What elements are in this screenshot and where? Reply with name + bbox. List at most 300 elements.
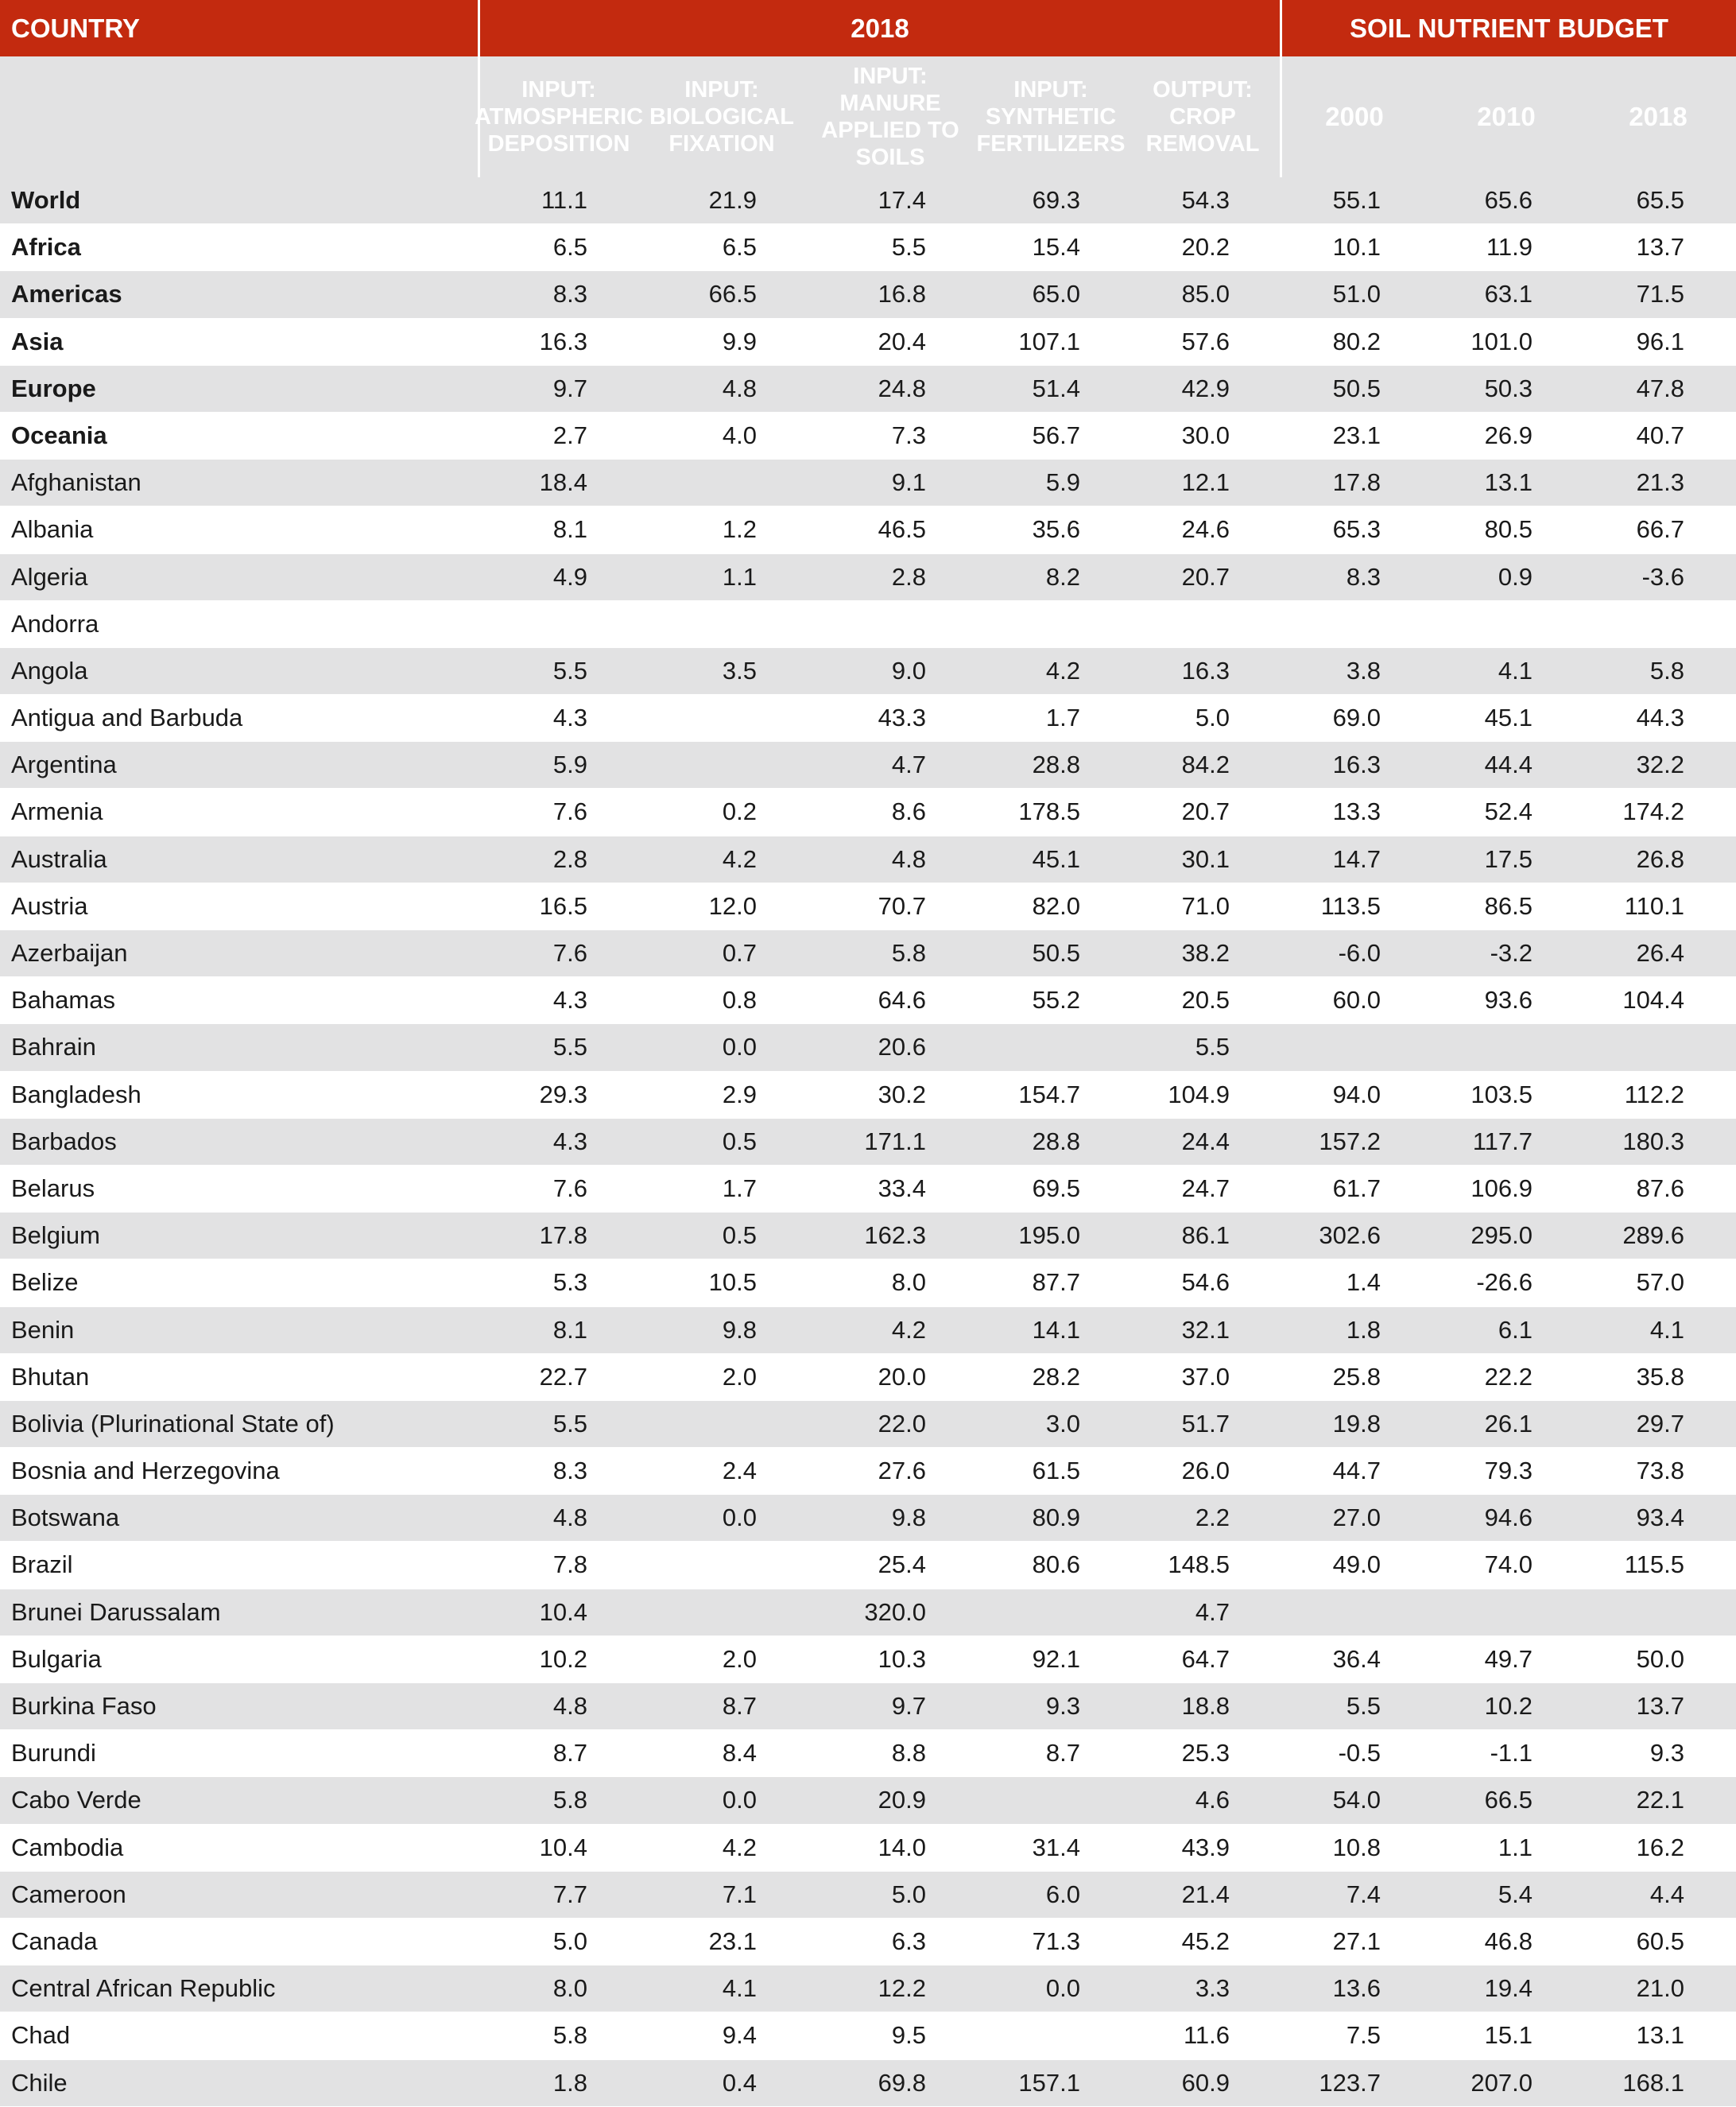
- value-cell: 80.9: [1032, 1504, 1080, 1532]
- country-name: Albania: [11, 515, 94, 544]
- value-cell: 289.6: [1622, 1221, 1684, 1250]
- value-cell: 103.5: [1471, 1080, 1533, 1108]
- value-cell: [815, 601, 926, 647]
- value-cell: [645, 1542, 757, 1588]
- value-cell: 104.9: [1168, 1080, 1230, 1108]
- value-cell: 207.0: [1471, 2068, 1533, 2097]
- year-group-header: 2018: [851, 14, 909, 43]
- value-cell: 7.6: [552, 797, 587, 826]
- value-cell: 4.8: [552, 1692, 587, 1720]
- country-name: Brazil: [11, 1550, 73, 1579]
- value-cell: 9.7: [891, 1692, 926, 1720]
- table-row: [0, 506, 1736, 553]
- value-cell: 6.5: [552, 233, 587, 262]
- table-row: [0, 1259, 1736, 1306]
- column-header: [474, 56, 644, 177]
- value-cell: 30.0: [1181, 421, 1230, 449]
- country-name: Austria: [11, 891, 88, 920]
- value-cell: 4.7: [1195, 1597, 1230, 1626]
- value-cell: 5.5: [1195, 1033, 1230, 1061]
- value-cell: 8.0: [552, 1974, 587, 2003]
- value-cell: 4.1: [722, 1974, 757, 2003]
- value-cell: 3.0: [1045, 1409, 1080, 1438]
- value-cell: 27.0: [1332, 1504, 1381, 1532]
- value-cell: 4.8: [552, 1504, 587, 1532]
- country-name: Africa: [11, 233, 81, 262]
- value-cell: 2.8: [552, 844, 587, 873]
- value-cell: 56.7: [1032, 421, 1080, 449]
- value-cell: 2.9: [722, 1080, 757, 1108]
- country-name: Bahrain: [11, 1033, 96, 1061]
- value-cell: 2.7: [552, 421, 587, 449]
- value-cell: 35.8: [1636, 1362, 1684, 1391]
- value-cell: 16.2: [1636, 1833, 1684, 1861]
- value-cell: 51.0: [1332, 280, 1381, 308]
- value-cell: 8.7: [722, 1692, 757, 1720]
- value-cell: 8.1: [552, 1315, 587, 1344]
- value-cell: 9.8: [891, 1504, 926, 1532]
- table-row: [0, 1024, 1736, 1071]
- table-row: [0, 366, 1736, 413]
- value-cell: 18.8: [1181, 1692, 1230, 1720]
- value-cell: 24.6: [1181, 515, 1230, 544]
- country-name: World: [11, 186, 81, 214]
- country-name: Chile: [11, 2068, 68, 2097]
- country-name: Benin: [11, 1315, 75, 1344]
- value-cell: 123.7: [1319, 2068, 1381, 2097]
- value-cell: 5.0: [552, 1927, 587, 1955]
- value-cell: 5.5: [1346, 1692, 1381, 1720]
- value-cell: 43.3: [878, 704, 926, 732]
- value-cell: 5.5: [891, 233, 926, 262]
- value-cell: 40.7: [1636, 421, 1684, 449]
- table-row: [0, 1495, 1736, 1542]
- value-cell: 9.9: [722, 327, 757, 355]
- value-cell: 25.3: [1181, 1739, 1230, 1767]
- value-cell: [1421, 1024, 1533, 1070]
- value-cell: 37.0: [1181, 1362, 1230, 1391]
- country-name: Bolivia (Plurinational State of): [11, 1409, 335, 1438]
- value-cell: [1573, 601, 1684, 647]
- value-cell: 8.3: [1346, 562, 1381, 591]
- value-cell: 1.2: [722, 515, 757, 544]
- country-name: Canada: [11, 1927, 98, 1955]
- value-cell: 8.3: [552, 1457, 587, 1485]
- value-cell: 8.1: [552, 515, 587, 544]
- value-cell: 21.3: [1636, 468, 1684, 497]
- value-cell: 20.4: [878, 327, 926, 355]
- value-cell: 0.9: [1498, 562, 1533, 591]
- value-cell: 60.9: [1181, 2068, 1230, 2097]
- country-name: Argentina: [11, 751, 117, 779]
- value-cell: 4.9: [552, 562, 587, 591]
- value-cell: 9.3: [1649, 1739, 1684, 1767]
- value-cell: 71.5: [1636, 280, 1684, 308]
- value-cell: 4.3: [552, 704, 587, 732]
- value-cell: 33.4: [878, 1174, 926, 1202]
- value-cell: 50.0: [1636, 1644, 1684, 1673]
- value-cell: 5.5: [552, 1033, 587, 1061]
- value-cell: 110.1: [1624, 891, 1684, 920]
- value-cell: 162.3: [864, 1221, 926, 1250]
- value-cell: 7.3: [891, 421, 926, 449]
- value-cell: 11.1: [541, 186, 587, 214]
- value-cell: 24.7: [1181, 1174, 1230, 1202]
- table-row: [0, 695, 1736, 742]
- value-cell: 17.5: [1484, 844, 1533, 873]
- value-cell: 10.3: [878, 1644, 926, 1673]
- value-cell: 171.1: [864, 1127, 926, 1155]
- value-cell: 1.8: [552, 2068, 587, 2097]
- value-cell: 12.1: [1181, 468, 1230, 497]
- value-cell: 10.8: [1332, 1833, 1381, 1861]
- value-cell: 57.6: [1181, 327, 1230, 355]
- value-cell: 49.7: [1484, 1644, 1533, 1673]
- column-header-line: OUTPUT:: [1153, 77, 1253, 103]
- country-name: Angola: [11, 656, 88, 685]
- value-cell: 17.8: [539, 1221, 587, 1250]
- country-name: Barbados: [11, 1127, 117, 1155]
- value-cell: 20.0: [878, 1362, 926, 1391]
- value-cell: 16.3: [539, 327, 587, 355]
- value-cell: 0.5: [722, 1221, 757, 1250]
- value-cell: -0.5: [1338, 1739, 1381, 1767]
- table-row: [0, 648, 1736, 695]
- value-cell: 69.8: [878, 2068, 926, 2097]
- value-cell: 50.5: [1032, 939, 1080, 967]
- value-cell: 35.6: [1032, 515, 1080, 544]
- value-cell: 54.0: [1332, 1786, 1381, 1814]
- column-header-line: INPUT:: [684, 77, 759, 103]
- value-cell: 4.1: [1498, 656, 1533, 685]
- value-cell: 14.0: [878, 1833, 926, 1861]
- table-row: [0, 1919, 1736, 1965]
- table-row: [0, 413, 1736, 460]
- column-header: [1120, 56, 1285, 177]
- value-cell: 2.0: [722, 1644, 757, 1673]
- table-row: [0, 1965, 1736, 2012]
- column-header: [808, 56, 973, 177]
- value-cell: 7.4: [1346, 1880, 1381, 1908]
- value-cell: 157.1: [1018, 2068, 1080, 2097]
- value-cell: 71.3: [1032, 1927, 1080, 1955]
- value-cell: 5.0: [891, 1880, 926, 1908]
- value-cell: 4.3: [552, 986, 587, 1015]
- table-row: [0, 1307, 1736, 1354]
- value-cell: 2.2: [1195, 1504, 1230, 1532]
- value-cell: 64.7: [1181, 1644, 1230, 1673]
- value-cell: [645, 742, 757, 788]
- value-cell: 16.8: [878, 280, 926, 308]
- value-cell: 5.9: [552, 751, 587, 779]
- value-cell: 9.0: [891, 656, 926, 685]
- value-cell: 44.7: [1332, 1457, 1381, 1485]
- value-cell: 9.8: [722, 1315, 757, 1344]
- table-row: [0, 1213, 1736, 1259]
- value-cell: 4.6: [1195, 1786, 1230, 1814]
- value-cell: 19.8: [1332, 1409, 1381, 1438]
- value-cell: 65.0: [1032, 280, 1080, 308]
- value-cell: 0.7: [722, 939, 757, 967]
- value-cell: 60.5: [1636, 1927, 1684, 1955]
- value-cell: [1118, 601, 1230, 647]
- country-name: Algeria: [11, 562, 88, 591]
- value-cell: 5.3: [552, 1268, 587, 1297]
- value-cell: 5.8: [552, 2021, 587, 2050]
- value-cell: 14.1: [1032, 1315, 1080, 1344]
- value-cell: 5.5: [552, 1409, 587, 1438]
- value-cell: 106.9: [1471, 1174, 1533, 1202]
- value-cell: 84.2: [1181, 751, 1230, 779]
- value-cell: 8.8: [891, 1739, 926, 1767]
- value-cell: 26.8: [1636, 844, 1684, 873]
- value-cell: 112.2: [1624, 1080, 1684, 1108]
- value-cell: 0.8: [722, 986, 757, 1015]
- value-cell: 44.3: [1636, 704, 1684, 732]
- value-cell: 1.4: [1346, 1268, 1381, 1297]
- table-row: [0, 1636, 1736, 1683]
- value-cell: 0.0: [722, 1504, 757, 1532]
- value-cell: 107.1: [1018, 327, 1080, 355]
- value-cell: 66.5: [1484, 1786, 1533, 1814]
- country-name: Central African Republic: [11, 1974, 276, 2003]
- value-cell: 157.2: [1319, 1127, 1381, 1155]
- table-row: [0, 601, 1736, 648]
- value-cell: [969, 1589, 1080, 1636]
- value-cell: 92.1: [1032, 1644, 1080, 1673]
- value-cell: 9.7: [552, 374, 587, 402]
- value-cell: [645, 1589, 757, 1636]
- value-cell: 12.2: [878, 1974, 926, 2003]
- value-cell: 82.0: [1032, 891, 1080, 920]
- value-cell: 55.2: [1032, 986, 1080, 1015]
- value-cell: 63.1: [1484, 280, 1533, 308]
- value-cell: 178.5: [1018, 797, 1080, 826]
- country-name: Burkina Faso: [11, 1692, 157, 1720]
- value-cell: 86.5: [1484, 891, 1533, 920]
- table-row: [0, 554, 1736, 601]
- value-cell: 4.0: [722, 421, 757, 449]
- table-row: [0, 1777, 1736, 1824]
- value-cell: 13.7: [1636, 1692, 1684, 1720]
- value-cell: 16.3: [1181, 656, 1230, 685]
- table-row: [0, 1119, 1736, 1166]
- value-cell: [969, 1777, 1080, 1823]
- value-cell: 154.7: [1018, 1080, 1080, 1108]
- value-cell: 32.1: [1181, 1315, 1230, 1344]
- value-cell: 45.1: [1032, 844, 1080, 873]
- value-cell: 21.4: [1181, 1880, 1230, 1908]
- value-cell: 55.1: [1332, 186, 1381, 214]
- value-cell: 28.2: [1032, 1362, 1080, 1391]
- country-name: Belgium: [11, 1221, 100, 1250]
- value-cell: 6.0: [1045, 1880, 1080, 1908]
- value-cell: 180.3: [1622, 1127, 1684, 1155]
- value-cell: 14.7: [1332, 844, 1381, 873]
- value-cell: -3.2: [1490, 939, 1533, 967]
- value-cell: 10.4: [539, 1833, 587, 1861]
- value-cell: 20.7: [1181, 562, 1230, 591]
- country-name: Americas: [11, 280, 122, 308]
- column-header-line: SYNTHETIC: [985, 104, 1117, 130]
- value-cell: 65.5: [1636, 186, 1684, 214]
- value-cell: 4.3: [552, 1127, 587, 1155]
- value-cell: [969, 1024, 1080, 1070]
- value-cell: 5.8: [552, 1786, 587, 1814]
- value-cell: 13.3: [1332, 797, 1381, 826]
- value-cell: 2.0: [722, 1362, 757, 1391]
- table-row: [0, 930, 1736, 977]
- table-row: [0, 836, 1736, 883]
- value-cell: 4.2: [1045, 656, 1080, 685]
- value-cell: [969, 2012, 1080, 2058]
- country-name: Burundi: [11, 1739, 96, 1767]
- value-cell: 0.0: [1045, 1974, 1080, 2003]
- value-cell: 0.4: [722, 2068, 757, 2097]
- value-cell: [645, 1401, 757, 1447]
- value-cell: 45.2: [1181, 1927, 1230, 1955]
- column-header: [639, 56, 804, 177]
- value-cell: 27.6: [878, 1457, 926, 1485]
- country-name: Cameroon: [11, 1880, 126, 1908]
- value-cell: 3.8: [1346, 656, 1381, 685]
- value-cell: 36.4: [1332, 1644, 1381, 1673]
- value-cell: -3.6: [1641, 562, 1684, 591]
- value-cell: 5.9: [1045, 468, 1080, 497]
- value-cell: 16.3: [1332, 751, 1381, 779]
- country-name: Bahamas: [11, 986, 115, 1015]
- country-name: Belarus: [11, 1174, 95, 1202]
- value-cell: 5.5: [552, 656, 587, 685]
- value-cell: 30.2: [878, 1080, 926, 1108]
- value-cell: 302.6: [1319, 1221, 1381, 1250]
- value-cell: 57.0: [1636, 1268, 1684, 1297]
- column-header-line: APPLIED TO: [821, 118, 959, 143]
- value-cell: 79.3: [1484, 1457, 1533, 1485]
- value-cell: 10.2: [539, 1644, 587, 1673]
- value-cell: 87.6: [1636, 1174, 1684, 1202]
- value-cell: 21.9: [708, 186, 757, 214]
- column-header-line: SOILS: [855, 145, 925, 170]
- value-cell: 66.7: [1636, 515, 1684, 544]
- year-column-header: 2018: [1629, 102, 1688, 131]
- value-cell: 0.0: [722, 1033, 757, 1061]
- value-cell: 69.5: [1032, 1174, 1080, 1202]
- value-cell: 66.5: [708, 280, 757, 308]
- value-cell: 29.3: [539, 1080, 587, 1108]
- value-cell: 4.8: [891, 844, 926, 873]
- value-cell: 52.4: [1484, 797, 1533, 826]
- table-body: [0, 177, 1736, 2107]
- country-name: Antigua and Barbuda: [11, 704, 243, 732]
- value-cell: 5.4: [1498, 1880, 1533, 1908]
- value-cell: 8.0: [891, 1268, 926, 1297]
- value-cell: 13.1: [1484, 468, 1533, 497]
- value-cell: 80.5: [1484, 515, 1533, 544]
- value-cell: 18.4: [539, 468, 587, 497]
- country-name: Europe: [11, 374, 96, 402]
- value-cell: 168.1: [1622, 2068, 1684, 2097]
- value-cell: -1.1: [1490, 1739, 1533, 1767]
- value-cell: 23.1: [1332, 421, 1381, 449]
- value-cell: 1.1: [1498, 1833, 1533, 1861]
- value-cell: 46.8: [1484, 1927, 1533, 1955]
- column-header-line: BIOLOGICAL: [649, 104, 795, 130]
- value-cell: 22.0: [878, 1409, 926, 1438]
- value-cell: 7.1: [722, 1880, 757, 1908]
- value-cell: 51.4: [1032, 374, 1080, 402]
- value-cell: 50.3: [1484, 374, 1533, 402]
- value-cell: 2.4: [722, 1457, 757, 1485]
- value-cell: -26.6: [1476, 1268, 1533, 1297]
- table-row: [0, 1683, 1736, 1730]
- value-cell: 7.6: [552, 939, 587, 967]
- value-cell: 61.5: [1032, 1457, 1080, 1485]
- value-cell: 7.6: [552, 1174, 587, 1202]
- table-row: [0, 1730, 1736, 1777]
- country-name: Bulgaria: [11, 1644, 102, 1673]
- value-cell: 148.5: [1168, 1550, 1230, 1579]
- country-name: Australia: [11, 844, 107, 873]
- table-row: [0, 1589, 1736, 1636]
- value-cell: 22.7: [539, 1362, 587, 1391]
- value-cell: [1269, 1024, 1381, 1070]
- value-cell: 28.8: [1032, 751, 1080, 779]
- value-cell: 7.8: [552, 1550, 587, 1579]
- value-cell: 4.1: [1649, 1315, 1684, 1344]
- country-name: Brunei Darussalam: [11, 1597, 221, 1626]
- value-cell: 15.4: [1032, 233, 1080, 262]
- value-cell: 10.2: [1484, 1692, 1533, 1720]
- country-name: Chad: [11, 2021, 71, 2050]
- country-name: Armenia: [11, 797, 103, 826]
- value-cell: 42.9: [1181, 374, 1230, 402]
- value-cell: 51.7: [1181, 1409, 1230, 1438]
- value-cell: 43.9: [1181, 1833, 1230, 1861]
- value-cell: 22.2: [1484, 1362, 1533, 1391]
- value-cell: 5.8: [891, 939, 926, 967]
- table-row: [0, 224, 1736, 271]
- value-cell: [1421, 601, 1533, 647]
- column-header: [968, 56, 1133, 177]
- column-header-line: DEPOSITION: [487, 131, 630, 157]
- value-cell: 104.4: [1622, 986, 1684, 1015]
- value-cell: 22.1: [1636, 1786, 1684, 1814]
- value-cell: 49.0: [1332, 1550, 1381, 1579]
- value-cell: [1421, 1589, 1533, 1636]
- value-cell: 7.5: [1346, 2021, 1381, 2050]
- table-row: [0, 977, 1736, 1024]
- value-cell: 20.7: [1181, 797, 1230, 826]
- value-cell: 4.2: [722, 844, 757, 873]
- column-header-line: FIXATION: [668, 131, 775, 157]
- value-cell: 69.3: [1032, 186, 1080, 214]
- column-header-line: INPUT:: [521, 77, 596, 103]
- table-row: [0, 789, 1736, 836]
- value-cell: [645, 601, 757, 647]
- value-cell: 85.0: [1181, 280, 1230, 308]
- table-row: [0, 2012, 1736, 2059]
- column-header-line: INPUT:: [853, 64, 928, 89]
- table-row: [0, 883, 1736, 930]
- value-cell: 45.1: [1484, 704, 1533, 732]
- table-row: [0, 1166, 1736, 1213]
- value-cell: 64.6: [878, 986, 926, 1015]
- table-row: [0, 177, 1736, 224]
- country-name: Cabo Verde: [11, 1786, 141, 1814]
- country-name: Bhutan: [11, 1362, 90, 1391]
- value-cell: 94.6: [1484, 1504, 1533, 1532]
